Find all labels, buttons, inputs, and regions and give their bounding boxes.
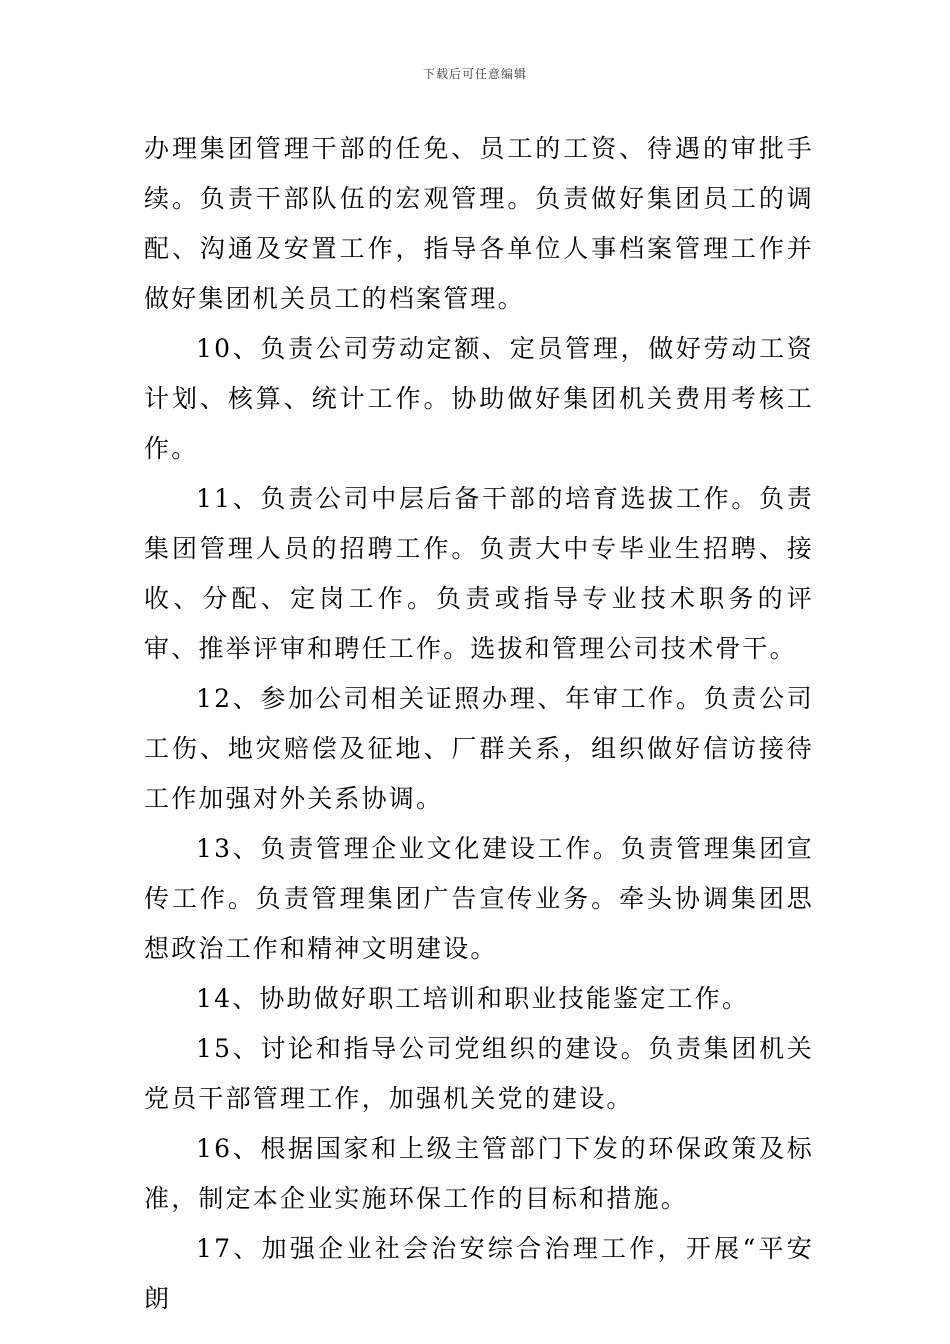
paragraph-item-10: 10、负责公司劳动定额、定员管理，做好劳动工资计划、核算、统计工作。协助做好集团机关费用考核工作。 [144,334,814,463]
paragraph-item-13: 13、负责管理企业文化建设工作。负责管理集团宣传工作。负责管理集团广告宣传业务。牵头协调集团思想政治工作和精神文明建设。 [144,834,814,963]
page-header: 下载后可任意编辑 [422,67,527,81]
paragraph-continuation: 办理集团管理干部的任免、员工的工资、待遇的审批手续。负责干部队伍的宏观管理。负责做好集团员工的调配、沟通及安置工作，指导各单位人事档案管理工作并做好集团机关员工的档案管理。 [144,134,814,313]
paragraph-item-12: 12、参加公司相关证照办理、年审工作。负责公司工伤、地灾赔偿及征地、厂群关系，组织做好信访接待工作加强对外关系协调。 [144,684,814,813]
document-body [144,124,814,1324]
paragraph-item-16: 16、根据国家和上级主管部门下发的环保政策及标准，制定本企业实施环保工作的目标和措施。 [144,1134,814,1213]
paragraph-item-14: 14、协助做好职工培训和职业技能鉴定工作。 [196,984,750,1013]
paragraph-item-15: 15、讨论和指导公司党组织的建设。负责集团机关党员干部管理工作，加强机关党的建设。 [144,1034,814,1113]
paragraph-item-11: 11、负责公司中层后备干部的培育选拔工作。负责集团管理人员的招聘工作。负责大中专毕业生招聘、接收、分配、定岗工作。负责或指导专业技术职务的评审、推举评审和聘任工作。选拔和管理公司技术骨干。 [144,484,814,663]
paragraph-item-17: 17、加强企业社会治安综合治理工作，开展“平安朗 [144,1234,814,1313]
